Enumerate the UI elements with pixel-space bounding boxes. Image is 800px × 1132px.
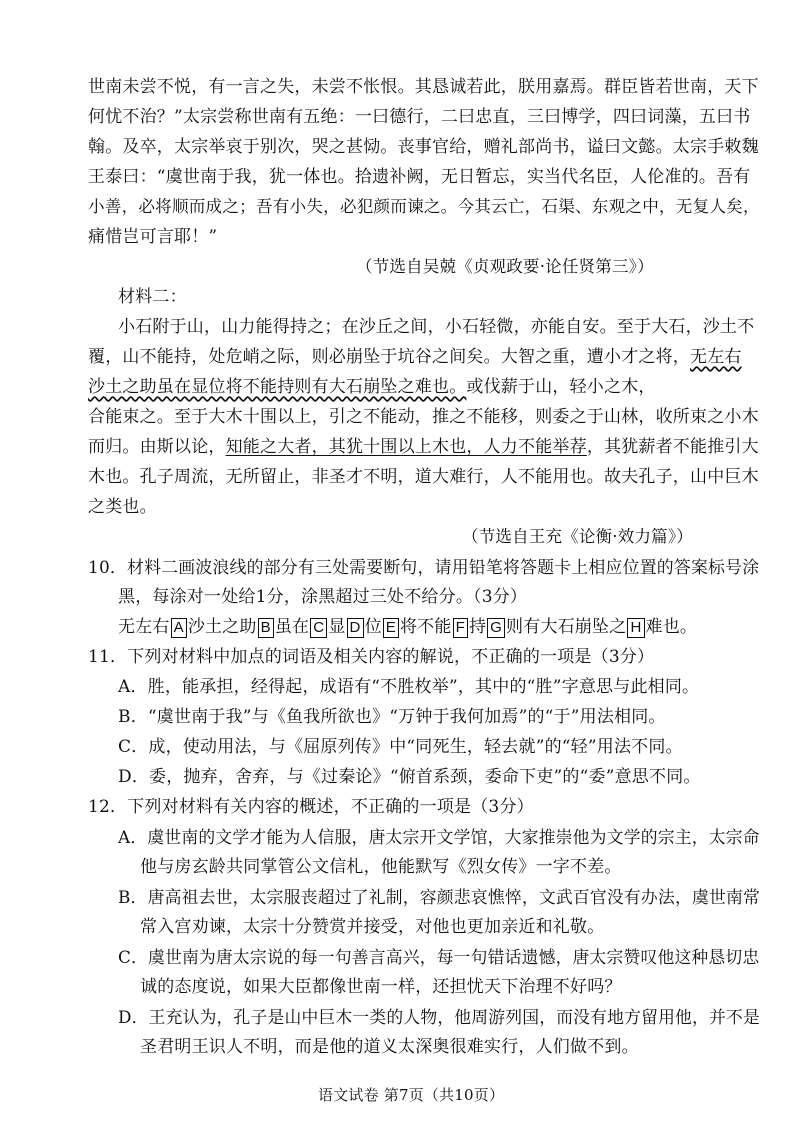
- answer-box-f[interactable]: F: [453, 618, 468, 638]
- passage1-line: 痛惜岂可言耶！”: [88, 227, 218, 247]
- passage1-line: 何忧不治？”太宗尝称世南有五绝：一曰德行，二曰忠直，三曰博学，四曰词藻，五曰书: [88, 107, 751, 127]
- q11-option-b[interactable]: B．“虞世南于我”与《鱼我所欲也》“万钟于我何加焉”的“于”用法相同。: [118, 707, 666, 727]
- q12-stem: 12．下列对材料有关内容的概述，不正确的一项是（3分）: [88, 797, 534, 817]
- passage1-line: 小善，必将顺而成之；吾有小失，必犯颜而谏之。今其云亡，石渠、东观之中，无复人矣，: [88, 197, 760, 216]
- answer-box-h[interactable]: H: [627, 618, 644, 638]
- q10-segment: 将不能: [399, 617, 452, 637]
- q10-stem: 黑，每涂对一处给1分，涂黑超过三处不给分。（3分）: [118, 587, 528, 607]
- q12-option-d-cont: 圣君明王识人不明，而是他的道义太深奥很难实行，人们做不到。: [140, 1037, 639, 1057]
- page-footer: 语文试卷 第7页（共10页）: [318, 1086, 505, 1104]
- passage1-line: 王泰曰：“虞世南于我，犹一体也。拾遗补阙，无日暂忘，实当代名臣，人伦准的。吾有: [88, 167, 751, 187]
- answer-box-e[interactable]: E: [383, 618, 399, 638]
- passage2-text: 或伐薪于山，轻小之木，: [466, 377, 656, 397]
- passage2-source: （节选自王充《论衡·效力篇》）: [462, 527, 693, 546]
- q12-option-a-cont: 他与房玄龄共同掌管公文信札，他能默写《烈女传》一字不差。: [140, 857, 622, 877]
- q12-option-c[interactable]: C．虞世南为唐太宗说的每一句善言高兴，每一句错话遗憾，唐太宗赞叹他这种恳切忠: [118, 947, 760, 967]
- passage2-line: 之类也。: [88, 497, 157, 517]
- answer-box-g[interactable]: G: [487, 618, 505, 638]
- answer-box-b[interactable]: B: [258, 618, 274, 638]
- answer-box-a[interactable]: A: [171, 618, 187, 638]
- passage2-text: 覆，山不能持，处危峭之际，则必崩坠于坑谷之间矣。大智之重，遭小才之将，: [88, 347, 690, 367]
- q10-segment: 则有大石崩坠之: [506, 617, 627, 637]
- q12-option-b-cont: 常入宫劝谏，太宗十分赞赏并接受，对他也更加亲近和礼敬。: [140, 917, 605, 937]
- q10-segmented-sentence: [118, 616, 697, 638]
- passage2-title: 材料二：: [118, 287, 187, 307]
- q11-option-a[interactable]: A．胜，能承担，经得起，成语有“不胜枚举”，其中的“胜”字意思与此相同。: [118, 677, 700, 697]
- q10-segment: 沙土之助: [187, 617, 257, 637]
- q12-option-c-cont: 诚的态度说，如果大臣都像世南一样，还担忧天下治理不好吗？: [140, 977, 622, 997]
- q12-option-b[interactable]: B．唐高祖去世，太宗服丧超过了礼制，容颜悲哀憔悴，文武百官没有办法，虞世南常: [118, 887, 761, 907]
- q11-option-c[interactable]: C．成，使动用法，与《屈原列传》中“同死生，轻去就”的“轻”用法不同。: [118, 737, 683, 757]
- answer-box-d[interactable]: D: [347, 618, 364, 638]
- passage2-line: [88, 436, 759, 458]
- passage2-text: ，其犹薪者不能推引大: [586, 437, 759, 457]
- passage2-line: 合能束之。至于大木十围以上，引之不能动，推之不能移，则委之于山林，收所束之小木: [88, 407, 759, 427]
- passage2-line: [88, 376, 656, 398]
- q10-segment: 虽在: [274, 617, 310, 637]
- passage2-line: [88, 346, 742, 368]
- q10-segment: 位: [364, 617, 382, 637]
- wavy-underlined-text: 无左右: [690, 347, 742, 367]
- q11-option-d[interactable]: D．委，抛弃，舍弃，与《过秦论》“俯首系颈，委命下吏”的“委”意思不同。: [118, 767, 701, 787]
- passage2-line: 小石附于山，山力能得持之；在沙丘之间，小石轻微，亦能自安。至于大石，沙土不: [118, 317, 755, 337]
- underlined-text: 知能之大者，其犹十围以上木也，人力不能举荐: [225, 437, 587, 457]
- passage1-line: 翰。及卒，太宗举哀于别次，哭之甚恸。丧事官给，赠礼部尚书，谥曰文懿。太宗手敕魏: [88, 137, 759, 157]
- q10-segment: 持: [468, 617, 487, 637]
- passage2-line: 木也。孔子周流，无所留止，非圣才不明，道大难行，人不能用也。故夫孔子，山中巨木: [88, 467, 759, 487]
- passage2-text: 而归。由斯以论，: [88, 437, 226, 457]
- wavy-underlined-text: 沙土之助虽在显位将不能持则有大石崩坠之难也。: [88, 377, 467, 397]
- q10-segment: 难也。: [645, 617, 698, 637]
- answer-box-c[interactable]: C: [310, 618, 327, 638]
- q10-segment: 无左右: [118, 617, 170, 637]
- passage1-source: （节选自吴兢《贞观政要·论任贤第三》）: [356, 257, 654, 276]
- q10-segment: 显: [328, 617, 346, 637]
- passage1-line: 世南未尝不悦，有一言之失，未尝不怅恨。其恳诚若此，朕用嘉焉。群臣皆若世南，天下: [88, 77, 759, 97]
- q12-option-d[interactable]: D．王充认为，孔子是山中巨木一类的人物，他周游列国，而没有地方留用他，并不是: [118, 1007, 760, 1027]
- q11-stem: 11．下列对材料中加点的词语及相关内容的解说，不正确的一项是（3分）: [88, 647, 655, 667]
- q12-option-a[interactable]: A．虞世南的文学才能为人信服，唐太宗开文学馆，大家推崇他为文学的宗主，太宗命: [118, 827, 760, 847]
- q10-stem: 10．材料二画波浪线的部分有三处需要断句，请用铅笔将答题卡上相应位置的答案标号涂: [88, 557, 760, 577]
